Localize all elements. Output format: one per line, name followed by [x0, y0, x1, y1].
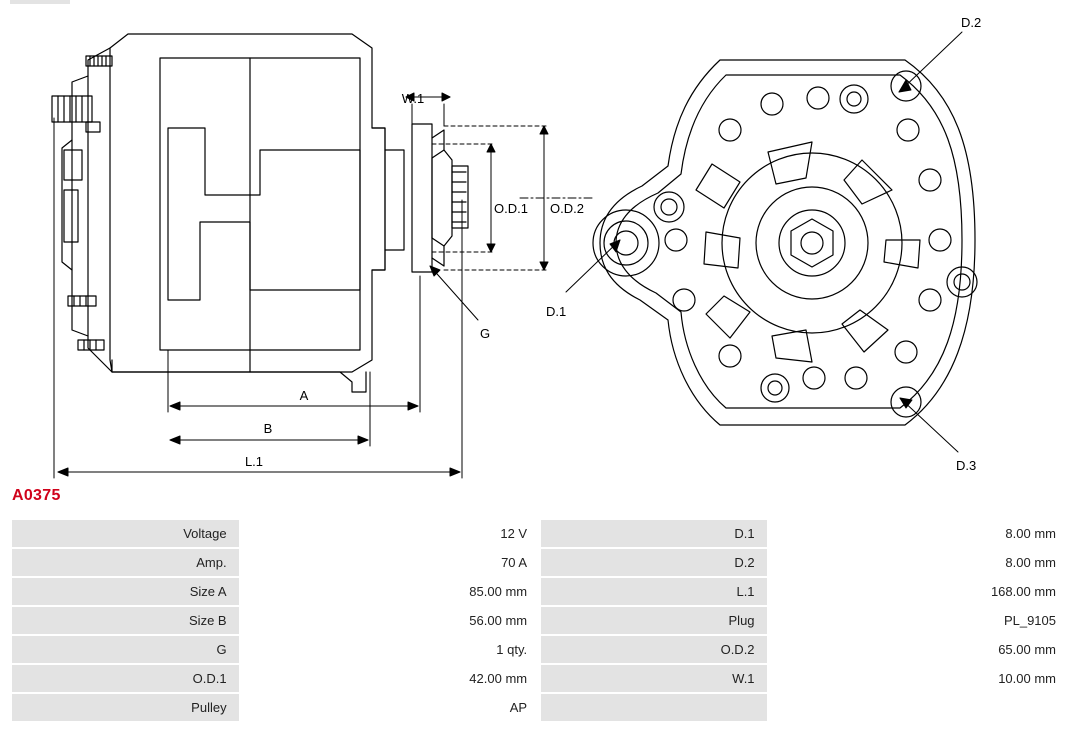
label-g: G [480, 326, 491, 341]
table-row [12, 694, 1068, 721]
spec-value: 12 V [241, 520, 540, 547]
spec-value-empty [769, 694, 1068, 721]
table-row [12, 636, 1068, 663]
spec-label: Plug [541, 607, 766, 634]
label-d2: D.2 [961, 15, 982, 30]
spec-value: 65.00 mm [769, 636, 1068, 663]
spec-label: O.D.2 [541, 636, 766, 663]
label-b: B [263, 421, 273, 436]
spec-value: 168.00 mm [769, 578, 1068, 605]
label-a: A [299, 388, 309, 403]
spec-label: L.1 [541, 578, 766, 605]
spec-value: 70 A [241, 549, 540, 576]
label-d3: D.3 [956, 458, 977, 473]
label-od2: O.D.2 [550, 201, 584, 216]
spec-value: 42.00 mm [241, 665, 540, 692]
spec-value: 8.00 mm [769, 520, 1068, 547]
spec-label: D.1 [541, 520, 766, 547]
table-row [12, 520, 1068, 547]
spec-value: 10.00 mm [769, 665, 1068, 692]
spec-label: W.1 [541, 665, 766, 692]
spec-value: AP [241, 694, 540, 721]
spec-label-empty [541, 694, 766, 721]
spec-value: 85.00 mm [241, 578, 540, 605]
table-row [12, 549, 1068, 576]
label-od1: O.D.1 [494, 201, 528, 216]
label-l1: L.1 [244, 454, 264, 469]
spec-label: D.2 [541, 549, 766, 576]
spec-label: O.D.1 [12, 665, 239, 692]
part-number: A0375 [12, 487, 61, 504]
label-d1: D.1 [546, 304, 567, 319]
label-w1: W.1 [401, 91, 425, 106]
spec-label: G [12, 636, 239, 663]
specifications-table [10, 518, 1070, 723]
spec-label: Pulley [12, 694, 239, 721]
spec-value: PL_9105 [769, 607, 1068, 634]
spec-value: 56.00 mm [241, 607, 540, 634]
spec-value: 1 qty. [241, 636, 540, 663]
spec-value: 8.00 mm [769, 549, 1068, 576]
spec-label: Size B [12, 607, 239, 634]
table-row [12, 665, 1068, 692]
table-row [12, 578, 1068, 605]
spec-label: Voltage [12, 520, 239, 547]
spec-label: Amp. [12, 549, 239, 576]
table-row [12, 607, 1068, 634]
spec-label: Size A [12, 578, 239, 605]
